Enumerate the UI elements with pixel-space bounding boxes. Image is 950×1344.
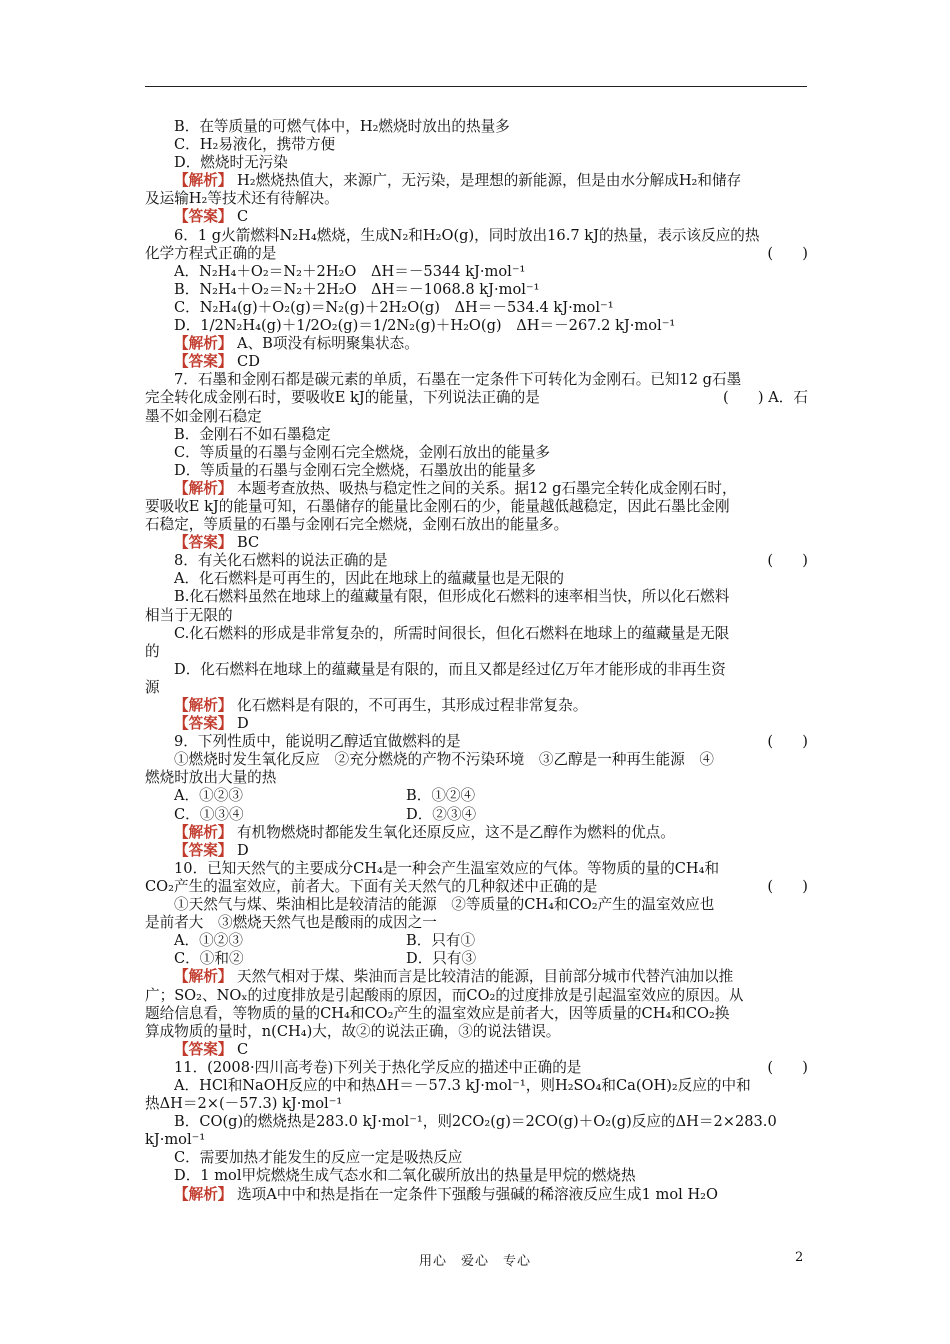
line-text: D．化石燃料在地球上的蕴藏量是有限的，而且又都是经过亿万年才能形成的非再生资	[174, 660, 726, 678]
text-line	[145, 570, 808, 588]
line-text: B．CO(g)的燃烧热是283.0 kJ·mol⁻¹，则2CO₂(g)＝2CO(g)＋O₂(g)反应的ΔH＝2×283.0	[174, 1113, 777, 1131]
answer-bracket: ( ) A．石	[723, 389, 808, 407]
text-line	[145, 317, 808, 335]
line-text: kJ·mol⁻¹	[145, 1131, 206, 1149]
line-text: 热ΔH＝2×(－57.3) kJ·mol⁻¹	[145, 1095, 343, 1113]
text-line	[145, 878, 808, 896]
line-text: C.化石燃料的形成是非常复杂的，所需时间很长，但化石燃料在地球上的蕴藏量是无限	[174, 624, 730, 642]
text-line	[145, 281, 808, 299]
line-text: BC	[232, 534, 260, 552]
line-text: 广；SO₂、NOₓ的过度排放是引起酸雨的原因，而CO₂的过度排放是引起温室效应的原因。从	[145, 986, 744, 1004]
line-text: 天然气相对于煤、柴油而言是比较清洁的能源，目前部分城市代替汽油加以推	[232, 968, 734, 986]
text-line	[145, 172, 808, 190]
text-line	[145, 462, 808, 480]
choice-option: C．①③④	[174, 805, 244, 823]
text-line	[145, 299, 808, 317]
section-tag: 【解析】	[174, 479, 233, 497]
line-text: 化学方程式正确的是	[145, 244, 277, 262]
line-text: 9．下列性质中，能说明乙醇适宜做燃料的是	[174, 733, 461, 751]
line-text: A、B项没有标明聚集状态。	[232, 335, 419, 353]
line-text: C．H₂易液化，携带方便	[174, 136, 336, 154]
text-line	[145, 154, 808, 172]
text-line	[145, 661, 808, 679]
text-line	[145, 860, 808, 878]
text-line	[145, 607, 808, 625]
line-text: B．金刚石不如石墨稳定	[174, 425, 331, 443]
line-text: D．1 mol甲烷燃烧生成气态水和二氧化碳所放出的热量是甲烷的燃烧热	[174, 1167, 636, 1185]
line-text: C	[232, 1040, 249, 1058]
line-text: C．需要加热才能发生的反应一定是吸热反应	[174, 1149, 463, 1167]
text-line	[145, 1059, 808, 1077]
text-line	[145, 353, 808, 371]
line-text: 要吸收E kJ的能量可知，石墨储存的能量比金刚石的少，能量越低越稳定，因此石墨比金刚	[145, 497, 730, 515]
line-text: A．化石燃料是可再生的，因此在地球上的蕴藏量也是无限的	[174, 570, 564, 588]
line-text: 的	[145, 642, 160, 660]
text-line	[145, 1095, 808, 1113]
line-text: ①燃烧时发生氧化反应 ②充分燃烧的产物不污染环境 ③乙醇是一种再生能源 ④	[174, 751, 714, 769]
text-line	[145, 444, 808, 462]
choice-option: A．①②③	[174, 932, 243, 950]
line-text: D	[232, 715, 249, 733]
text-line	[145, 751, 808, 769]
text-line	[145, 643, 808, 661]
text-line	[145, 733, 808, 751]
line-text: 源	[145, 678, 160, 696]
section-tag: 【解析】	[174, 335, 233, 353]
answer-bracket: ( )	[767, 244, 808, 262]
line-text: A．HCl和NaOH反应的中和热ΔH＝－57.3 kJ·mol⁻¹，则H₂SO₄和Ca(OH)₂反应的中和	[174, 1076, 751, 1094]
line-text: 墨不如金刚石稳定	[145, 407, 262, 425]
text-line	[145, 824, 808, 842]
text-line	[145, 806, 808, 824]
answer-bracket: ( )	[767, 733, 808, 751]
choice-option: B．①②④	[406, 787, 476, 805]
line-text: 相当于无限的	[145, 606, 233, 624]
section-tag: 【解析】	[174, 1185, 233, 1203]
text-line	[145, 1131, 808, 1149]
line-text: D	[232, 841, 249, 859]
line-text: D．1/2N₂H₄(g)＋1/2O₂(g)＝1/2N₂(g)＋H₂O(g) ΔH＝－267.2 kJ·mol⁻¹	[174, 317, 676, 335]
text-line	[145, 118, 808, 136]
line-text: CO₂产生的温室效应，前者大。下面有关天然气的几种叙述中正确的是	[145, 877, 598, 895]
text-line	[145, 588, 808, 606]
line-text: C．N₂H₄(g)＋O₂(g)＝N₂(g)＋2H₂O(g) ΔH＝－534.4 kJ·mol⁻¹	[174, 298, 614, 316]
text-line	[145, 769, 808, 787]
text-line	[145, 426, 808, 444]
line-text: 燃烧时放出大量的热	[145, 769, 277, 787]
section-tag: 【答案】	[174, 715, 233, 733]
header-rule	[145, 86, 807, 87]
text-line	[145, 625, 808, 643]
line-text: C．等质量的石墨与金刚石完全燃烧，金刚石放出的能量多	[174, 443, 551, 461]
section-tag: 【答案】	[174, 208, 233, 226]
line-text: 完全转化成金刚石时，要吸收E kJ的能量，下列说法正确的是	[145, 389, 540, 407]
section-tag: 【答案】	[174, 1040, 233, 1058]
text-line	[145, 1077, 808, 1095]
text-line	[145, 715, 808, 733]
line-text: ①天然气与煤、柴油相比是较清洁的能源 ②等质量的CH₄和CO₂产生的温室效应也	[174, 896, 715, 914]
text-line	[145, 1023, 808, 1041]
choice-option: A．①②③	[174, 787, 243, 805]
line-text: 及运输H₂等技术还有待解决。	[145, 190, 339, 208]
text-line	[145, 914, 808, 932]
section-tag: 【解析】	[174, 823, 233, 841]
choice-option: B．只有①	[406, 932, 476, 950]
section-tag: 【答案】	[174, 353, 233, 371]
text-line	[145, 136, 808, 154]
footer-slogan: 用心 爱心 专心	[418, 1254, 531, 1269]
choice-option: C．①和②	[174, 950, 244, 968]
text-line	[145, 1113, 808, 1131]
text-line	[145, 389, 808, 407]
section-tag: 【解析】	[174, 697, 233, 714]
section-tag: 【解析】	[174, 968, 233, 986]
line-text: 算成物质的量时，n(CH₄)大，故②的说法正确，③的说法错误。	[145, 1022, 561, 1040]
section-tag: 【解析】	[174, 172, 233, 190]
line-text: C	[232, 208, 249, 226]
text-line	[145, 1149, 808, 1167]
line-text: B．在等质量的可燃气体中，H₂燃烧时放出的热量多	[174, 118, 510, 135]
line-text: D．燃烧时无污染	[174, 154, 288, 172]
text-line	[145, 534, 808, 552]
text-line	[145, 516, 808, 534]
text-line	[145, 987, 808, 1005]
line-text: 7．石墨和金刚石都是碳元素的单质，石墨在一定条件下可转化为金刚石。已知12 g石墨	[174, 371, 742, 389]
line-text: 本题考查放热、吸热与稳定性之间的关系。据12 g石墨完全转化成金刚石时，	[232, 479, 737, 497]
line-text: H₂燃烧热值大，来源广，无污染，是理想的新能源，但是由水分解成H₂和储存	[232, 172, 742, 190]
text-line	[145, 263, 808, 281]
text-line	[145, 498, 808, 516]
text-line	[145, 1167, 808, 1185]
line-text: 有机物燃烧时都能发生氧化还原反应，这不是乙醇作为燃料的优点。	[232, 823, 675, 841]
answer-bracket: ( )	[767, 552, 808, 570]
text-line	[145, 1041, 808, 1059]
text-line	[145, 371, 808, 389]
line-text: CD	[232, 353, 260, 371]
text-line	[145, 335, 808, 353]
line-text: 化石燃料是有限的，不可再生，其形成过程非常复杂。	[232, 697, 588, 714]
text-line	[145, 697, 808, 715]
line-text: 8．有关化石燃料的说法正确的是	[174, 552, 388, 570]
choice-option: D．只有③	[406, 950, 477, 968]
section-tag: 【答案】	[174, 841, 233, 859]
text-line	[145, 787, 808, 805]
document-body	[145, 118, 808, 1204]
text-line	[145, 480, 808, 498]
line-text: 选项A中中和热是指在一定条件下强酸与强碱的稀溶液反应生成1 mol H₂O	[232, 1185, 718, 1203]
text-line	[145, 679, 808, 697]
line-text: A．N₂H₄＋O₂＝N₂＋2H₂O ΔH＝－5344 kJ·mol⁻¹	[174, 262, 526, 280]
line-text: 是前者大 ③燃烧天然气也是酸雨的成因之一	[145, 914, 437, 932]
text-line	[145, 1005, 808, 1023]
line-text: 10．已知天然气的主要成分CH₄是一种会产生温室效应的气体。等物质的量的CH₄和	[174, 859, 720, 877]
text-line	[145, 552, 808, 570]
text-line	[145, 408, 808, 426]
line-text: D．等质量的石墨与金刚石完全燃烧，石墨放出的能量多	[174, 461, 536, 479]
text-line	[145, 950, 808, 968]
answer-bracket: ( )	[767, 1058, 808, 1076]
answer-bracket: ( )	[767, 877, 808, 895]
text-line	[145, 208, 808, 226]
line-text: 11．(2008·四川高考卷)下列关于热化学反应的描述中正确的是	[174, 1058, 582, 1076]
line-text: B.化石燃料虽然在地球上的蕴藏量有限，但形成化石燃料的速率相当快，所以化石燃料	[174, 588, 730, 606]
text-line	[145, 245, 808, 263]
line-text: B．N₂H₄＋O₂＝N₂＋2H₂O ΔH＝－1068.8 kJ·mol⁻¹	[174, 280, 540, 298]
section-tag: 【答案】	[174, 534, 233, 552]
text-line	[145, 896, 808, 914]
text-line	[145, 968, 808, 986]
page-number: 2	[795, 1250, 804, 1265]
text-line	[145, 932, 808, 950]
line-text: 6．1 g火箭燃料N₂H₄燃烧，生成N₂和H₂O(g)，同时放出16.7 kJ的热量，表示该反应的热	[174, 226, 760, 244]
line-text: 石稳定，等质量的石墨与金刚石完全燃烧，金刚石放出的能量多。	[145, 516, 569, 534]
text-line	[145, 1186, 808, 1204]
text-line	[145, 190, 808, 208]
text-line	[145, 227, 808, 245]
line-text: 题给信息看，等物质的量的CH₄和CO₂产生的温室效应是前者大，因等质量的CH₄和CO₂换	[145, 1004, 730, 1022]
choice-option: D．②③④	[406, 805, 477, 823]
text-line	[145, 842, 808, 860]
